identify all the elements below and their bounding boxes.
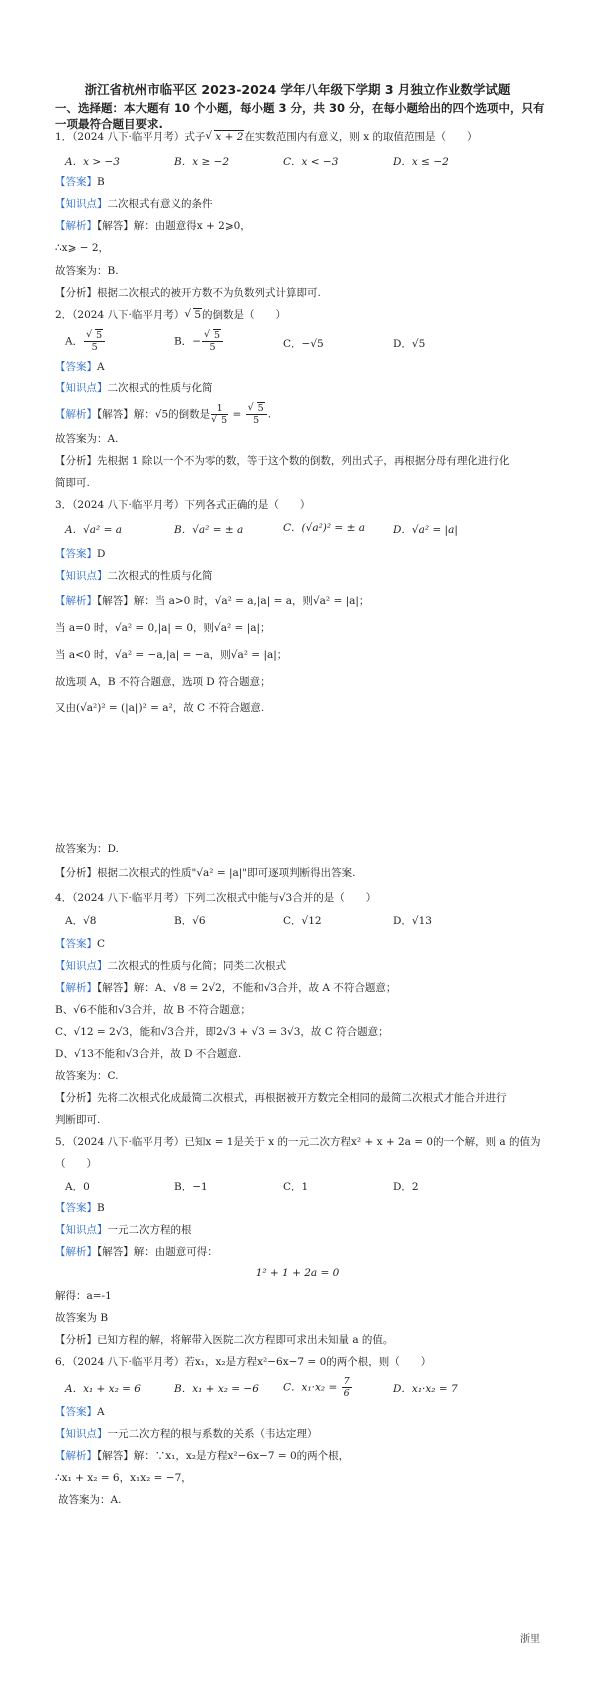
q3-analysis-line2: 当 a=0 时，√a² = 0,|a| = 0，则√a² = |a|； bbox=[55, 622, 271, 634]
q2-stem-b: 的倒数是（ ） bbox=[202, 309, 287, 321]
q1-option-a: A．x > −3 bbox=[65, 156, 120, 168]
analysis-tag: 【解析】 bbox=[55, 595, 97, 607]
q1-analysis-line3: 故答案为：B. bbox=[55, 265, 119, 277]
q4-option-a: A．√8 bbox=[65, 915, 97, 927]
analysis-tag: 【解析】 bbox=[55, 408, 97, 421]
knowledge-tag: 【知识点】 bbox=[55, 1428, 108, 1440]
q6-analysis-line3: 故答案为：A. bbox=[58, 1494, 122, 1506]
q3-fenxi-value: 根据二次根式的性质"√a² = |a|"即可逐项判断得出答案. bbox=[97, 867, 356, 879]
q3-analysis bbox=[55, 594, 555, 608]
q1-option-b: B．x ≥ −2 bbox=[174, 156, 230, 168]
q4-stem: 4．（2024 八下·临平月考）下列二次根式中能与√3合并的是（ ） bbox=[55, 892, 377, 904]
q3-analysis-line6: 故答案为：D. bbox=[55, 843, 119, 855]
knowledge-tag: 【知识点】 bbox=[55, 198, 108, 210]
page-footer: 浙里 bbox=[520, 1634, 540, 1645]
analysis-tag: 【解析】 bbox=[55, 1246, 97, 1258]
q2-stem bbox=[55, 308, 555, 322]
q5-stem-line2: （ ） bbox=[55, 1158, 97, 1170]
q4-fenxi bbox=[55, 1091, 555, 1105]
q1-answer-value: B bbox=[97, 176, 105, 188]
q4-fenxi-line1: 先将二次根式化成最简二次根式，再根据被开方数完全相同的最简二次根式才能合并进行 bbox=[97, 1092, 507, 1104]
q3-knowledge-value: 二次根式的性质与化简 bbox=[107, 570, 213, 582]
knowledge-tag: 【知识点】 bbox=[55, 382, 108, 394]
analysis-tag: 【解析】 bbox=[55, 1450, 97, 1462]
q2-option-a: A． √ $\frac{5}{5}$ bbox=[65, 330, 106, 353]
q3-fenxi bbox=[55, 866, 555, 880]
q3-analysis-line1: 【解答】解：当 a>0 时，√a² = a,|a| = a，则√a² = |a|； bbox=[97, 595, 370, 607]
q6-option-c: C．x₁·x₂ = $\frac{7}{6}$ bbox=[283, 1376, 350, 1399]
q2-option-c: C．−√5 bbox=[283, 338, 324, 350]
q3-option-d: D．√a² = |a| bbox=[393, 524, 458, 536]
q1-stem-b: 在实数范围内有意义，则 x 的取值范围是（ ） bbox=[244, 131, 478, 143]
q2-analysis-line2: 故答案为：A. bbox=[55, 433, 119, 445]
q6-stem: 6．（2024 八下·临平月考）若x₁，x₂是方程x²−6x−7 = 0的两个根，则（ ） bbox=[55, 1356, 432, 1368]
q1-option-d: D．x ≤ −2 bbox=[393, 156, 449, 168]
q5-knowledge-value: 一元二次方程的根 bbox=[107, 1224, 192, 1236]
q6-analysis bbox=[55, 1449, 555, 1463]
q1-fenxi-value: 根据二次根式的被开方数不为负数列式计算即可. bbox=[97, 287, 321, 299]
q6-option-b: B．x₁ + x₂ = −6 bbox=[174, 1383, 259, 1395]
q2-fenxi-line2: 简即可. bbox=[55, 477, 90, 489]
q5-stem: 5．（2024 八下·临平月考）已知x = 1是关于 x 的一元二次方程x² + x + 2a = 0的一个解，则 a 的值为 bbox=[55, 1136, 541, 1148]
q4-analysis-line5: 故答案为：C. bbox=[55, 1070, 119, 1082]
q6-knowledge-value: 一元二次方程的根与系数的关系（韦达定理） bbox=[107, 1428, 318, 1440]
q4-analysis-line2: B、√6不能和√3合并，故 B 不符合题意； bbox=[55, 1004, 251, 1016]
answer-tag: 【答案】 bbox=[55, 1406, 97, 1418]
q3-analysis-line4: 故选项 A，B 不符合题意，选项 D 符合题意； bbox=[55, 676, 271, 688]
q3-stem: 3．（2024 八下·临平月考）下列各式正确的是（ ） bbox=[55, 499, 311, 511]
q2-knowledge bbox=[55, 381, 555, 395]
q3-answer-value: D bbox=[97, 548, 106, 560]
analysis-tag: 【解析】 bbox=[55, 220, 97, 232]
q2-analysis-line1: 【解答】解：√5的倒数是 bbox=[97, 408, 211, 421]
sqrt-x-plus-2 bbox=[205, 130, 244, 144]
q1-stem bbox=[55, 130, 555, 144]
q5-knowledge bbox=[55, 1223, 555, 1237]
answer-tag: 【答案】 bbox=[55, 1202, 97, 1214]
q2-option-b: B．− √ $\frac{5}{5}$ bbox=[174, 330, 224, 353]
fenxi-tag: 【分析】 bbox=[55, 1334, 97, 1346]
q2-analysis: 【解析】【解答】解：√5的倒数是 1 √ 5 = √ $\frac{5}{5}$ . bbox=[55, 403, 555, 426]
q1-fenxi bbox=[55, 286, 555, 300]
q1-knowledge-value: 二次根式有意义的条件 bbox=[107, 198, 213, 210]
q4-knowledge bbox=[55, 959, 555, 973]
q3-analysis-line3: 当 a<0 时，√a² = −a,|a| = −a，则√a² = |a|； bbox=[55, 649, 288, 661]
fenxi-tag: 【分析】 bbox=[55, 455, 97, 467]
q3-analysis-line5: 又由(√a²)² = (|a|)² = a²，故 C 不符合题意. bbox=[55, 702, 265, 714]
q3-answer bbox=[55, 547, 555, 561]
q2-answer bbox=[55, 360, 555, 374]
q1-stem-a: 1．（2024 八下·临平月考）式子 bbox=[55, 131, 206, 143]
knowledge-tag: 【知识点】 bbox=[55, 1224, 108, 1236]
q1-answer bbox=[55, 175, 555, 189]
q1-analysis-line2: ∴x⩾ − 2， bbox=[55, 242, 110, 254]
fenxi-tag: 【分析】 bbox=[55, 287, 97, 299]
section-heading: 一、选择题：本大题有 10 个小题，每小题 3 分，共 30 分，在每小题给出的四个选项中，只有一项最符合题目要求. bbox=[55, 101, 545, 131]
q5-analysis bbox=[55, 1245, 555, 1259]
q6-answer-value: A bbox=[97, 1406, 105, 1418]
analysis-tag: 【解析】 bbox=[55, 982, 97, 994]
q4-option-c: C．√12 bbox=[283, 915, 322, 927]
q6-knowledge bbox=[55, 1427, 555, 1441]
q6-analysis-line2: ∴x₁ + x₂ = 6，x₁x₂ = −7， bbox=[55, 1472, 192, 1484]
q3-option-c: C．(√a²)² = ± a bbox=[283, 522, 365, 534]
q4-fenxi-line2: 判断即可. bbox=[55, 1114, 101, 1126]
q4-analysis bbox=[55, 981, 555, 995]
fenxi-tag: 【分析】 bbox=[55, 1092, 97, 1104]
fenxi-tag: 【分析】 bbox=[55, 867, 97, 879]
q4-knowledge-value: 二次根式的性质与化简；同类二次根式 bbox=[107, 960, 286, 972]
q5-answer-value: B bbox=[97, 1202, 105, 1214]
q5-option-b: B．−1 bbox=[174, 1181, 208, 1193]
q6-option-d: D．x₁·x₂ = 7 bbox=[393, 1383, 458, 1395]
q5-analysis-line2: 解得：a=-1 bbox=[55, 1290, 112, 1302]
answer-tag: 【答案】 bbox=[55, 938, 97, 950]
q2-fenxi-line1: 先根据 1 除以一个不为零的数，等于这个数的倒数，列出式子，再根据分母有理化进行化 bbox=[97, 455, 510, 467]
q4-option-d: D．√13 bbox=[393, 915, 432, 927]
q5-fenxi-value: 已知方程的解，将解带入医院二次方程即可求出未知量 a 的值。 bbox=[97, 1334, 394, 1346]
q2-stem-a: 2．（2024 八下·临平月考） bbox=[55, 309, 185, 321]
q4-answer bbox=[55, 937, 555, 951]
q1-analysis bbox=[55, 219, 555, 233]
q5-option-c: C．1 bbox=[283, 1181, 309, 1193]
q4-analysis-line1: 【解答】解：A、√8 = 2√2，不能和√3合并，故 A 不符合题意； bbox=[97, 982, 397, 994]
q5-fenxi bbox=[55, 1333, 555, 1347]
q5-analysis-line3: 故答案为 B bbox=[55, 1312, 109, 1324]
q5-answer bbox=[55, 1201, 555, 1215]
q6-analysis-line1: 【解答】解：∵x₁，x₂是方程x²−6x−7 = 0的两个根， bbox=[97, 1450, 350, 1462]
q2-option-b-prefix: B．− bbox=[174, 335, 202, 348]
q4-analysis-line3: C、√12 = 2√3，能和√3合并，即2√3 + √3 = 3√3，故 C 符合题意； bbox=[55, 1026, 389, 1038]
q3-option-a: A．√a² = a bbox=[65, 524, 122, 536]
q5-option-a: A．0 bbox=[65, 1181, 90, 1193]
q2-answer-value: A bbox=[97, 361, 105, 373]
q6-option-a: A．x₁ + x₂ = 6 bbox=[65, 1383, 141, 1395]
q6-answer bbox=[55, 1405, 555, 1419]
q3-option-b: B．√a² = ± a bbox=[174, 524, 244, 536]
q4-answer-value: C bbox=[97, 938, 106, 950]
q4-option-b: B．√6 bbox=[174, 915, 206, 927]
q1-option-c: C．x < −3 bbox=[283, 156, 339, 168]
page-title: 浙江省杭州市临平区 2023-2024 学年八年级下学期 3 月独立作业数学试题 bbox=[84, 82, 511, 97]
q6-option-c-prefix: C．x₁·x₂ = bbox=[283, 1381, 338, 1394]
knowledge-tag: 【知识点】 bbox=[55, 570, 108, 582]
q1-knowledge bbox=[55, 197, 555, 211]
q5-analysis-line1: 【解答】解：由题意可得： bbox=[97, 1246, 218, 1258]
radicand: x + 2 bbox=[215, 131, 244, 143]
q1-analysis-line1: 【解答】解：由题意得x + 2⩾0， bbox=[97, 220, 251, 232]
q2-knowledge-value: 二次根式的性质与化简 bbox=[107, 382, 213, 394]
q3-knowledge bbox=[55, 569, 555, 583]
q4-analysis-line4: D、√13不能和√3合并，故 D 不合题意. bbox=[55, 1048, 242, 1060]
sqrt-5: √ 5 bbox=[184, 308, 202, 322]
knowledge-tag: 【知识点】 bbox=[55, 960, 108, 972]
answer-tag: 【答案】 bbox=[55, 548, 97, 560]
answer-tag: 【答案】 bbox=[55, 176, 97, 188]
q2-fenxi bbox=[55, 454, 555, 468]
q5-option-d: D．2 bbox=[393, 1181, 419, 1193]
q2-option-d: D．√5 bbox=[393, 338, 426, 350]
q5-equation: 1² + 1 + 2a = 0 bbox=[255, 1267, 340, 1279]
answer-tag: 【答案】 bbox=[55, 361, 97, 373]
